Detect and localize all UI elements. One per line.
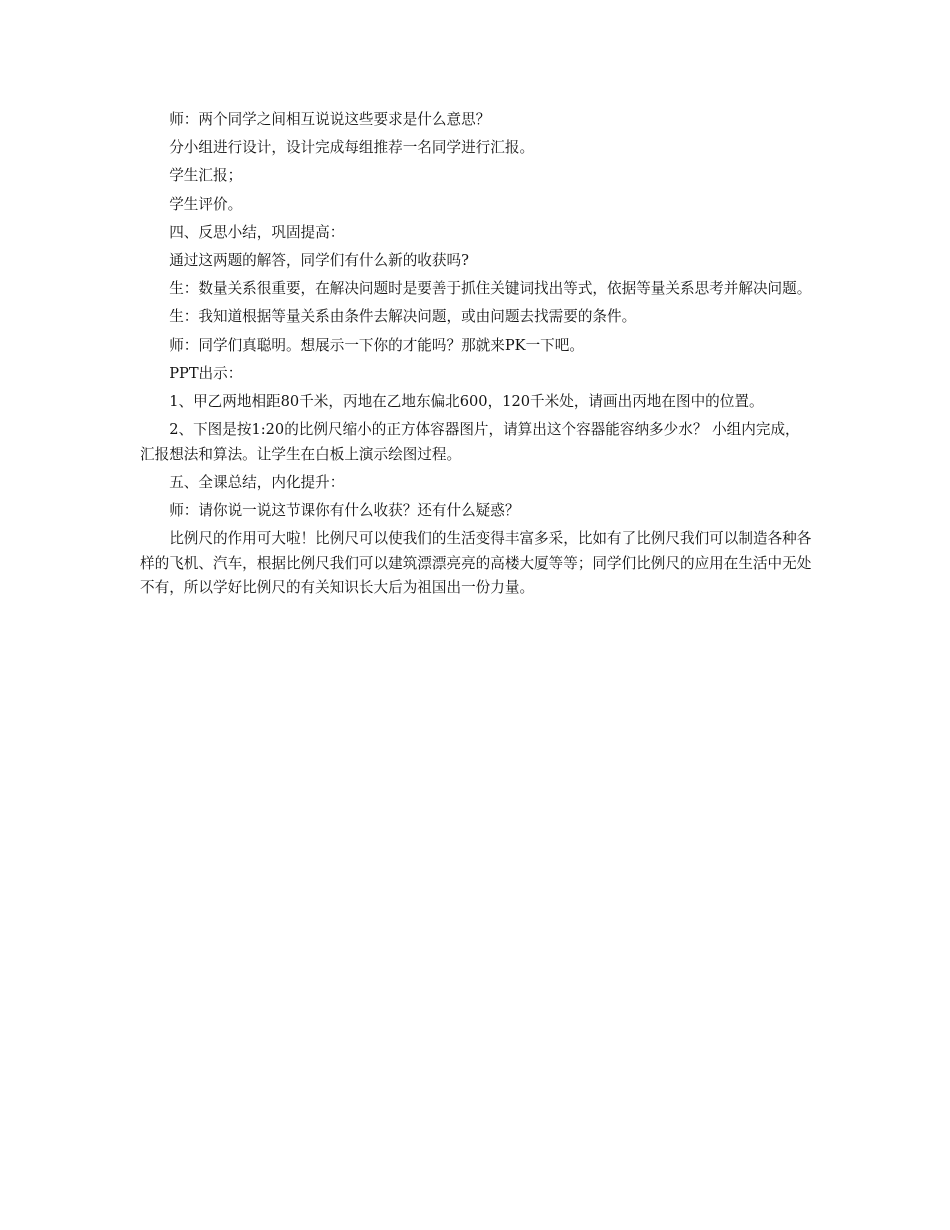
- paragraph-student-evaluation: 学生评价。: [169, 195, 243, 213]
- paragraph-teacher-question: 师：两个同学之间相互说说这些要求是什么意思？: [169, 111, 491, 128]
- paragraph-new-gains: 通过这两题的解答，同学们有什么新的收获吗?: [169, 251, 469, 269]
- paragraph-closing: 比例尺的作用可大啦！比例尺可以使我们的生活变得丰富多采，比如有了比例尺我们可以制造各种各样的飞机、汽车，根据比例尺我们可以建筑漂漂亮亮的高楼大厦等等；同学们比例尺的应用在生活中无处不有，所以学好比例尺的有关知识长大后为祖国出一份力量。: [140, 530, 812, 597]
- exercise-item-1: 1、甲乙两地相距80千米，丙地在乙地东偏北600，120千米处，请画出丙地在图中的位置。: [169, 392, 764, 410]
- paragraph-teacher-praise: 师：同学们真聪明。想展示一下你的才能吗？那就来PK一下吧。: [169, 336, 584, 354]
- paragraph-student-report: 学生汇报；: [169, 167, 243, 185]
- paragraph-group-design: 分小组进行设计，设计完成每组推荐一名同学进行汇报。: [169, 139, 535, 157]
- paragraph-student-answer-1: 生：数量关系很重要，在解决问题时是要善于抓住关键词找出等式，依据等量关系思考并解决问题。: [169, 280, 812, 298]
- document-body: [140, 108, 812, 605]
- section-heading-reflection: 四、反思小结，巩固提高：: [169, 223, 345, 241]
- paragraph-ppt-show: PPT出示：: [169, 364, 243, 382]
- exercise-item-2: 2、下图是按1:20的比例尺缩小的正方体容器图片，请算出这个容器能容纳多少水？ 小组内完成，汇报想法和算法。让学生在白板上演示绘图过程。: [140, 421, 800, 463]
- section-heading-summary: 五、全课总结，内化提升：: [169, 473, 345, 491]
- paragraph-teacher-summary-question: 师：请你说一说这节课你有什么收获？还有什么疑惑？: [169, 502, 520, 520]
- paragraph-student-answer-2: 生：我知道根据等量关系由条件去解决问题，或由问题去找需要的条件。: [169, 308, 637, 326]
